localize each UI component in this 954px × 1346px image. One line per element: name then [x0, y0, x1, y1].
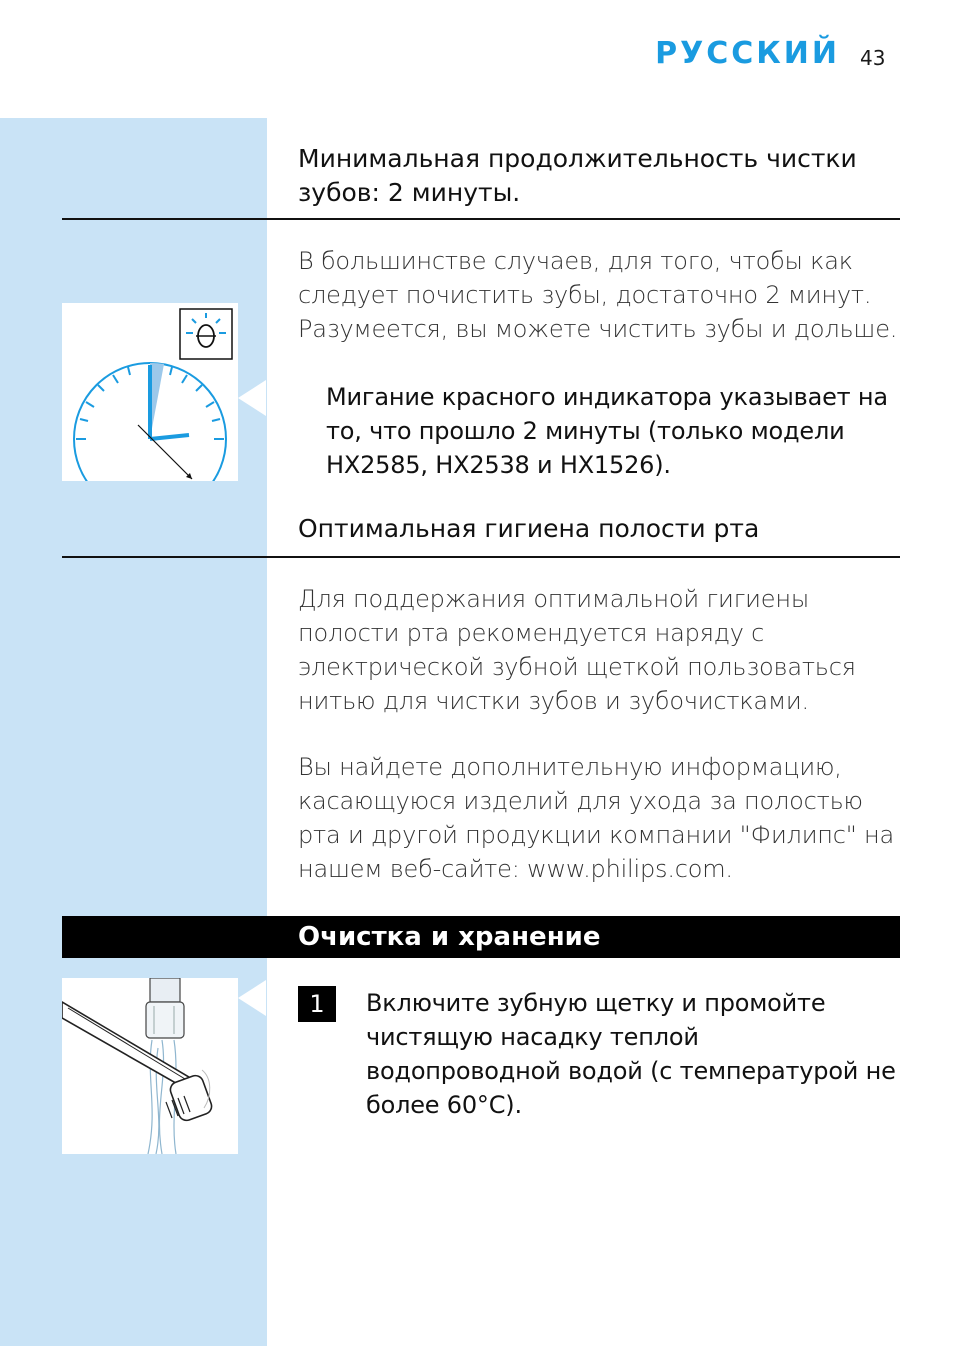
section-heading-cleaning: Очистка и хранение: [298, 922, 601, 952]
paragraph-website: Вы найдете дополнительную информацию, касающуюся изделий для ухода за полостью рта и другой продукции компании "Филипс" на нашем веб-сайте: www.philips.com.: [298, 753, 895, 883]
paragraph-duration: В большинстве случаев, для того, чтобы как следует почистить зубы, достаточно 2 минут. Разумеется, вы можете чистить зубы и дольше.: [298, 247, 898, 343]
divider: [62, 556, 900, 558]
timer-clock-illustration: [62, 303, 238, 481]
section-heading-duration: Минимальная продолжительность чистки зубов: 2 минуты.: [298, 144, 857, 207]
paragraph-hygiene: Для поддержания оптимальной гигиены полости рта рекомендуется наряду с электрической зубной щеткой пользоваться нитью для чистки зубов и зубочистками.: [298, 585, 856, 715]
divider: [62, 218, 900, 220]
note-indicator: Мигание красного индикатора указывает на то, что прошло 2 минуты (только модели HX2585, HX2538 и HX1526).: [326, 383, 888, 479]
callout-pointer: [238, 980, 266, 1016]
language-label: РУССКИЙ: [655, 36, 840, 71]
rinse-brush-illustration: [62, 978, 238, 1154]
callout-pointer: [238, 380, 266, 416]
section-heading-hygiene: Оптимальная гигиена полости рта: [298, 514, 760, 543]
step-number: 1: [298, 986, 336, 1022]
page-number: 43: [860, 46, 886, 70]
step-text: Включите зубную щетку и промойте чистящую насадку теплой водопроводной водой (с температурой не более 60°C).: [366, 989, 896, 1119]
